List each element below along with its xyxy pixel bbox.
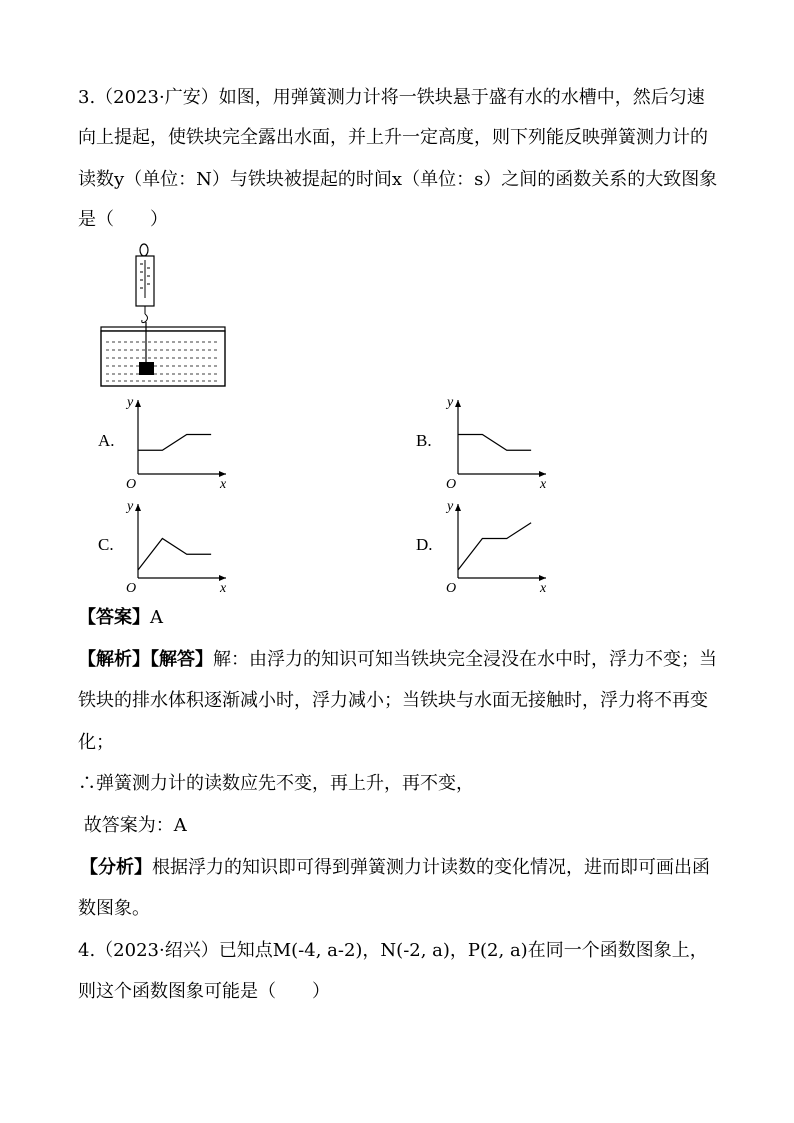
- y-axis-label: y: [127, 395, 134, 410]
- q3-line-4: 是（ ）: [78, 209, 168, 230]
- option-a-label: A.: [98, 431, 115, 450]
- y-axis-label: y: [447, 499, 454, 514]
- option-b-graph: [438, 392, 553, 492]
- fenxi-text-1: 根据浮力的知识即可得到弹簧测力计读数的变化情况，进而即可画出函: [152, 857, 710, 878]
- analysis-line-3: 化；: [78, 732, 114, 753]
- answer-line: [78, 606, 163, 630]
- option-c-graph: [118, 496, 233, 596]
- y-axis-arrow: [135, 400, 141, 407]
- origin-label: O: [126, 581, 137, 596]
- x-axis-label: x: [220, 477, 227, 492]
- option-a-graph: [118, 392, 233, 492]
- answer-tag: 【答案】: [78, 607, 150, 628]
- analysis-tag: 【解析】【解答】: [78, 649, 213, 670]
- graph-line: [458, 523, 531, 570]
- q4-line-2: 则这个函数图象可能是（ ）: [78, 981, 330, 1002]
- analysis-text-1: 解：由浮力的知识可知当铁块完全浸没在水中时，浮力不变；当: [213, 649, 717, 670]
- option-d-label: D.: [416, 535, 433, 554]
- origin-label: O: [126, 477, 137, 492]
- x-axis-label: x: [540, 581, 547, 596]
- origin-label: O: [446, 477, 457, 492]
- y-axis-label: y: [127, 499, 134, 514]
- q3-line-2: 向上提起，使铁块完全露出水面，并上升一定高度，则下列能反映弹簧测力计的: [78, 127, 708, 148]
- spring-scale-tank-figure: [98, 242, 228, 392]
- option-b-label: B.: [416, 431, 432, 450]
- analysis-line-2: 铁块的排水体积逐渐减小时，浮力减小；当铁块与水面无接触时，浮力将不再变: [78, 690, 708, 711]
- option-c-label: C.: [98, 535, 114, 554]
- graph-line: [138, 538, 211, 570]
- y-axis-arrow: [135, 504, 141, 511]
- fenxi-line-1: [80, 856, 710, 880]
- analysis-line-4: ∴弹簧测力计的读数应先不变，再上升，再不变，: [78, 773, 474, 794]
- x-axis-label: x: [220, 581, 227, 596]
- answer-value: A: [150, 607, 163, 628]
- graph-line: [138, 434, 211, 450]
- fenxi-line-2: 数图象。: [78, 898, 150, 919]
- y-axis-label: y: [447, 395, 454, 410]
- y-axis-arrow: [455, 400, 461, 407]
- y-axis-arrow: [455, 504, 461, 511]
- x-axis-label: x: [540, 477, 547, 492]
- q4-line-1: 4.（2023·绍兴）已知点M(-4, a-2)，N(-2, a)，P(2, a)在同一个函数图象上，: [78, 940, 708, 961]
- analysis-line-1: [78, 648, 717, 672]
- q3-line-1: 3.（2023·广安）如图，用弹簧测力计将一铁块悬于盛有水的水槽中，然后匀速: [78, 87, 705, 108]
- option-d-graph: [438, 496, 553, 596]
- q3-line-3: 读数y（单位：N）与铁块被提起的时间x（单位：s）之间的函数关系的大致图象: [78, 169, 718, 190]
- origin-label: O: [446, 581, 457, 596]
- graph-line: [458, 434, 531, 450]
- analysis-line-5: 故答案为：A: [78, 815, 187, 836]
- fenxi-tag: 【分析】: [80, 857, 152, 878]
